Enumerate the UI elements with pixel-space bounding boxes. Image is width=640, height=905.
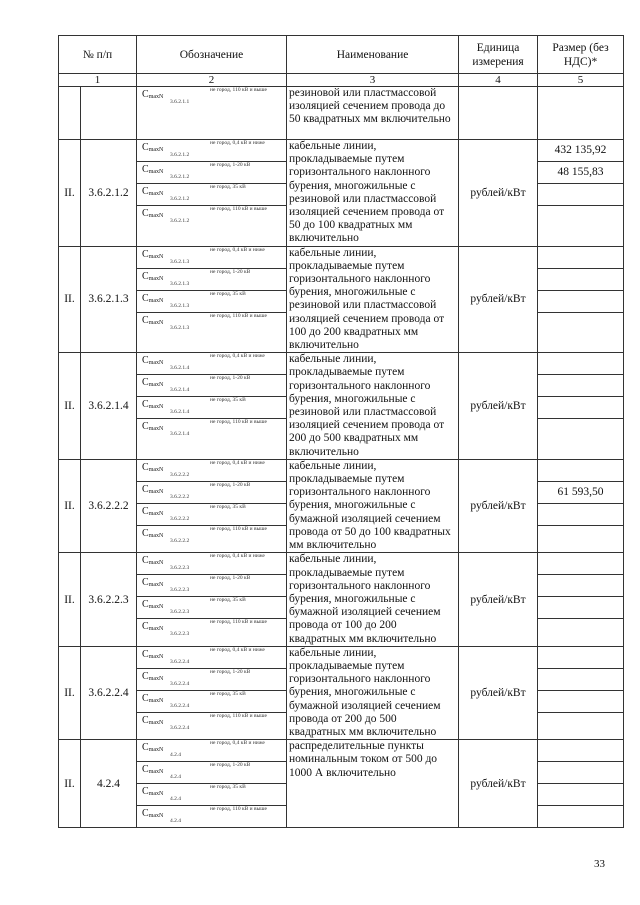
column-index: 1: [59, 74, 137, 87]
designation-voltage-note: не город, 35 кВ: [210, 597, 246, 604]
designation-symbol: $C_{maxN}$: [142, 648, 164, 660]
header-unit: Единица измерения: [459, 36, 538, 74]
size-cell: [538, 740, 624, 828]
size-value: [538, 740, 623, 762]
designation-subscript: maxN: [148, 582, 164, 589]
item-name: распределительные пункты номинальным током от 500 до 1000 А включительно: [287, 740, 459, 828]
designation-symbol: $C_{maxN}$: [142, 527, 164, 539]
designation-voltage-note: не город, 1-20 кВ: [210, 162, 251, 168]
designation-symbol: $C_{maxN}$: [142, 164, 164, 175]
roman-cell: II.: [59, 459, 81, 552]
number-cell: [81, 87, 137, 140]
item-name: кабельные линии, прокладываемые путем горизонтального наклонного бурения, многожильные с резиновой или пластмассовой изоляцией сечением провода от 50 до 100 квадратных мм включительно: [287, 140, 459, 247]
designation-symbol: $C_{maxN}$: [142, 270, 164, 282]
designation-subscript: maxN: [148, 791, 164, 798]
designation-voltage-note: не город, 110 кВ и выше: [210, 312, 267, 319]
item-number: 3.6.2.2.4: [81, 646, 137, 739]
designation-code: 3.6.2.1.4: [170, 409, 190, 416]
size-value: [538, 806, 623, 827]
designation-code: 3.6.2.1.2: [170, 196, 190, 202]
designation-code: 3.6.2.2.4: [170, 680, 190, 687]
roman-cell: II.: [59, 353, 81, 460]
size-cell: [538, 87, 624, 140]
designation-subscript: maxN: [148, 604, 164, 611]
designation-entry: [137, 184, 286, 206]
designation-subscript: maxN: [148, 382, 164, 389]
designation-entry: [137, 740, 286, 762]
size-value: [538, 291, 623, 313]
designation-entry: [137, 762, 286, 784]
size-value: [538, 669, 623, 691]
designation-voltage-note: не город, 1-20 кВ: [210, 668, 251, 675]
designation-subscript: maxN: [148, 560, 164, 567]
designation-voltage-note: не город, 35 кВ: [210, 784, 246, 791]
designation-subscript: maxN: [148, 404, 164, 411]
designation-subscript: maxN: [148, 488, 164, 495]
designation-symbol: $C_{maxN}$: [142, 808, 164, 820]
designation-code: 3.6.2.2.4: [170, 658, 190, 665]
designation-cell: [137, 140, 287, 247]
designation-code: 4.2.4: [170, 796, 182, 803]
designation-entry: [137, 669, 286, 691]
designation-voltage-note: не город, 1-20 кВ: [210, 481, 251, 488]
designation-voltage-note: не город, 0,4 кВ и ниже: [210, 140, 265, 146]
column-index: 2: [137, 74, 287, 87]
designation-voltage-note: не город, 35 кВ: [210, 290, 246, 297]
designation-entry: [137, 784, 286, 806]
designation-entry: [137, 162, 286, 184]
designation-code: 3.6.2.1.4: [170, 431, 190, 438]
size-cell: [538, 353, 624, 460]
size-value: [538, 691, 623, 713]
designation-entry: [137, 419, 286, 440]
designation-code: 4.2.4: [170, 752, 182, 759]
designation-cell: [137, 353, 287, 460]
designation-subscript: maxN: [148, 675, 164, 682]
designation-entry: [137, 482, 286, 504]
designation-code: 3.6.2.2.3: [170, 565, 190, 572]
size-value: [538, 247, 623, 269]
designation-code: 3.6.2.1.3: [170, 258, 190, 265]
item-name: кабельные линии, прокладываемые путем горизонтального наклонного бурения, многожильные с резиновой или пластмассовой изоляцией сечением провода от 200 до 500 квадратных мм включительно: [287, 353, 459, 460]
roman-cell: II.: [59, 740, 81, 828]
table-row: [59, 740, 624, 828]
designation-voltage-note: не город, 110 кВ и выше: [210, 806, 267, 813]
size-cell: [538, 246, 624, 353]
size-value: 61 593,50: [538, 482, 623, 504]
size-value: [538, 184, 623, 206]
table-row: [59, 140, 624, 247]
designation-code: 3.6.2.2.4: [170, 724, 190, 731]
size-value: [538, 313, 623, 334]
table-row: [59, 353, 624, 460]
designation-entry: [137, 140, 286, 162]
size-value: [538, 553, 623, 575]
roman-cell: II.: [59, 646, 81, 739]
designation-subscript: maxN: [148, 297, 164, 304]
size-cell: [538, 459, 624, 552]
size-cell: [538, 553, 624, 646]
table-row: [59, 246, 624, 353]
unit-cell: рублей/кВт: [459, 246, 538, 353]
size-value: [538, 526, 623, 547]
roman-cell: II.: [59, 246, 81, 353]
designation-symbol: $C_{maxN}$: [142, 786, 164, 798]
designation-code: 3.6.2.2.2: [170, 471, 190, 478]
size-value: [538, 460, 623, 482]
table-row-continued: [59, 87, 624, 140]
tariff-table: [58, 35, 624, 828]
page-number: 33: [594, 858, 605, 870]
table-row: [59, 553, 624, 646]
header-designation: Обозначение: [137, 36, 287, 74]
designation-code: 3.6.2.2.2: [170, 515, 190, 522]
designation-subscript: maxN: [148, 275, 164, 282]
size-value: [538, 419, 623, 440]
designation-code: 3.6.2.2.2: [170, 493, 190, 500]
designation-subscript: maxN: [148, 147, 164, 153]
designation-voltage-note: не город, 35 кВ: [210, 184, 246, 190]
designation-code: 3.6.2.2.4: [170, 702, 190, 709]
designation-symbol: $C_{maxN}$: [142, 186, 164, 197]
designation-voltage-note: не город, 110 кВ и выше: [210, 712, 267, 719]
item-number: 3.6.2.1.2: [81, 140, 137, 247]
designation-entry: [137, 647, 286, 669]
designation-entry: [137, 526, 286, 547]
table-row: [59, 646, 624, 739]
size-value: 48 155,83: [538, 162, 623, 184]
size-value: [538, 206, 623, 227]
size-value: [538, 713, 623, 734]
designation-cell: [137, 87, 287, 140]
size-value: [538, 762, 623, 784]
designation-voltage-note: не город, 1-20 кВ: [210, 575, 251, 582]
designation-code: 3.6.2.2.3: [170, 631, 190, 638]
designation-entry: [137, 291, 286, 313]
size-value: [538, 504, 623, 526]
designation-symbol: $C_{maxN}$: [142, 89, 164, 100]
item-name: резиновой или пластмассовой изоляцией сечением провода до 50 квадратных мм включительно: [287, 87, 459, 140]
column-index: 4: [459, 74, 538, 87]
designation-symbol: $C_{maxN}$: [142, 764, 164, 776]
designation-subscript: maxN: [148, 426, 164, 433]
unit-cell: рублей/кВт: [459, 353, 538, 460]
unit-cell: рублей/кВт: [459, 459, 538, 552]
size-value: [538, 397, 623, 419]
size-value: 432 135,92: [538, 140, 623, 162]
designation-symbol: $C_{maxN}$: [142, 742, 164, 754]
designation-symbol: $C_{maxN}$: [142, 208, 164, 219]
unit-cell: рублей/кВт: [459, 646, 538, 739]
designation-entry: [137, 353, 286, 375]
roman-cell: II.: [59, 140, 81, 247]
designation-code: 3.6.2.1.3: [170, 302, 190, 309]
designation-subscript: maxN: [148, 813, 164, 820]
size-value: [538, 784, 623, 806]
designation-cell: [137, 246, 287, 353]
designation-code: 3.6.2.1.3: [170, 324, 190, 331]
designation-cell: [137, 459, 287, 552]
designation-voltage-note: не город, 35 кВ: [210, 690, 246, 697]
designation-voltage-note: не город, 0,4 кВ и ниже: [210, 459, 265, 466]
header-name: Наименование: [287, 36, 459, 74]
designation-subscript: maxN: [148, 466, 164, 473]
item-name: кабельные линии, прокладываемые путем горизонтального наклонного бурения, многожильные с бумажной изоляцией сечением провода от 100 до 200 квадратных мм включительно: [287, 553, 459, 646]
designation-entry: [137, 313, 286, 334]
item-number: 3.6.2.2.3: [81, 553, 137, 646]
designation-subscript: maxN: [148, 510, 164, 517]
item-number: 4.2.4: [81, 740, 137, 828]
designation-voltage-note: не город, 110 кВ и выше: [210, 206, 267, 212]
unit-cell: рублей/кВт: [459, 553, 538, 646]
designation-symbol: $C_{maxN}$: [142, 555, 164, 567]
designation-subscript: maxN: [148, 697, 164, 704]
designation-symbol: $C_{maxN}$: [142, 599, 164, 611]
designation-voltage-note: не город, 0,4 кВ и ниже: [210, 740, 265, 747]
designation-symbol: $C_{maxN}$: [142, 692, 164, 704]
designation-code: 3.6.2.1.3: [170, 280, 190, 287]
size-value: [538, 619, 623, 640]
designation-code: 3.6.2.1.4: [170, 387, 190, 394]
designation-voltage-note: не город, 35 кВ: [210, 503, 246, 510]
column-index: 5: [538, 74, 624, 87]
designation-symbol: $C_{maxN}$: [142, 670, 164, 682]
item-name: кабельные линии, прокладываемые путем горизонтального наклонного бурения, многожильные с бумажной изоляцией сечением провода от 200 до 500 квадратных мм включительно: [287, 646, 459, 739]
designation-subscript: maxN: [148, 532, 164, 539]
size-value: [538, 269, 623, 291]
designation-subscript: maxN: [148, 213, 164, 219]
designation-cell: [137, 553, 287, 646]
unit-cell: рублей/кВт: [459, 740, 538, 828]
designation-subscript: maxN: [148, 94, 164, 100]
size-value: [538, 647, 623, 669]
designation-subscript: maxN: [148, 747, 164, 754]
designation-voltage-note: не город, 35 кВ: [210, 397, 246, 404]
designation-code: 3.6.2.1.2: [170, 174, 190, 180]
item-name: кабельные линии, прокладываемые путем горизонтального наклонного бурения, многожильные с резиновой или пластмассовой изоляцией сечением провода от 100 до 200 квадратных мм включительно: [287, 246, 459, 353]
designation-subscript: maxN: [148, 191, 164, 197]
item-name: кабельные линии, прокладываемые путем горизонтального наклонного бурения, многожильные с бумажной изоляцией сечением провода от 50 до 100 квадратных мм включительно: [287, 459, 459, 552]
designation-symbol: $C_{maxN}$: [142, 483, 164, 495]
column-index-row: [59, 74, 624, 87]
designation-code: 3.6.2.1.4: [170, 365, 190, 372]
designation-voltage-note: не город, 110 кВ и выше: [210, 619, 267, 626]
header-number: № п/п: [59, 36, 137, 74]
designation-subscript: maxN: [148, 653, 164, 660]
designation-voltage-note: не город, 1-20 кВ: [210, 375, 251, 382]
designation-symbol: $C_{maxN}$: [142, 248, 164, 260]
designation-entry: [137, 247, 286, 269]
header-size: Размер (без НДС)*: [538, 36, 624, 74]
column-index: 3: [287, 74, 459, 87]
designation-code: 4.2.4: [170, 818, 182, 825]
designation-entry: [137, 269, 286, 291]
designation-voltage-note: не город, 0,4 кВ и ниже: [210, 646, 265, 653]
designation-code: 3.6.2.2.2: [170, 537, 190, 544]
unit-cell: [459, 87, 538, 140]
size-cell: [538, 646, 624, 739]
item-number: 3.6.2.2.2: [81, 459, 137, 552]
designation-entry: [137, 504, 286, 526]
size-value: [538, 353, 623, 375]
designation-entry: [137, 206, 286, 227]
size-cell: [538, 140, 624, 247]
designation-subscript: maxN: [148, 360, 164, 367]
unit-cell: рублей/кВт: [459, 140, 538, 247]
designation-entry: [137, 691, 286, 713]
table-row: [59, 459, 624, 552]
size-value: [538, 597, 623, 619]
size-value: [538, 575, 623, 597]
designation-symbol: $C_{maxN}$: [142, 621, 164, 633]
size-value: [538, 375, 623, 397]
designation-symbol: $C_{maxN}$: [142, 577, 164, 589]
item-number: 3.6.2.1.3: [81, 246, 137, 353]
designation-symbol: $C_{maxN}$: [142, 399, 164, 411]
designation-code: 3.6.2.2.3: [170, 609, 190, 616]
designation-voltage-note: не город, 110 кВ и выше: [210, 419, 267, 426]
header-row: [59, 36, 624, 74]
designation-symbol: $C_{maxN}$: [142, 421, 164, 433]
item-number: 3.6.2.1.4: [81, 353, 137, 460]
designation-voltage-note: не город, 110 кВ и выше: [210, 525, 267, 532]
designation-subscript: maxN: [148, 769, 164, 776]
roman-cell: II.: [59, 553, 81, 646]
designation-entry: [137, 713, 286, 734]
designation-entry: [137, 397, 286, 419]
designation-symbol: $C_{maxN}$: [142, 314, 164, 326]
designation-entry: [137, 597, 286, 619]
designation-entry: [137, 87, 286, 139]
designation-cell: [137, 740, 287, 828]
designation-subscript: maxN: [148, 626, 164, 633]
designation-code: 4.2.4: [170, 774, 182, 781]
designation-subscript: maxN: [148, 169, 164, 175]
designation-symbol: $C_{maxN}$: [142, 461, 164, 473]
designation-voltage-note: не город, 0,4 кВ и ниже: [210, 553, 265, 560]
designation-subscript: maxN: [148, 319, 164, 326]
designation-symbol: $C_{maxN}$: [142, 355, 164, 367]
designation-entry: [137, 806, 286, 827]
designation-voltage-note: не город, 110 кВ и выше: [210, 87, 267, 93]
designation-entry: [137, 553, 286, 575]
designation-code: 3.6.2.1.2: [170, 152, 190, 158]
designation-symbol: $C_{maxN}$: [142, 292, 164, 304]
designation-entry: [137, 619, 286, 640]
designation-entry: [137, 460, 286, 482]
designation-symbol: $C_{maxN}$: [142, 505, 164, 517]
designation-entry: [137, 375, 286, 397]
designation-code: 3.6.2.1.2: [170, 218, 190, 224]
designation-symbol: $C_{maxN}$: [142, 377, 164, 389]
designation-voltage-note: не город, 0,4 кВ и ниже: [210, 246, 265, 253]
designation-symbol: $C_{maxN}$: [142, 714, 164, 726]
designation-subscript: maxN: [148, 253, 164, 260]
designation-voltage-note: не город, 0,4 кВ и ниже: [210, 353, 265, 360]
designation-code: 3.6.2.1.1: [170, 99, 190, 105]
roman-cell: [59, 87, 81, 140]
designation-code: 3.6.2.2.3: [170, 587, 190, 594]
designation-subscript: maxN: [148, 719, 164, 726]
designation-symbol: $C_{maxN}$: [142, 142, 164, 153]
designation-cell: [137, 646, 287, 739]
designation-entry: [137, 575, 286, 597]
designation-voltage-note: не город, 1-20 кВ: [210, 268, 251, 275]
designation-voltage-note: не город, 1-20 кВ: [210, 762, 251, 769]
